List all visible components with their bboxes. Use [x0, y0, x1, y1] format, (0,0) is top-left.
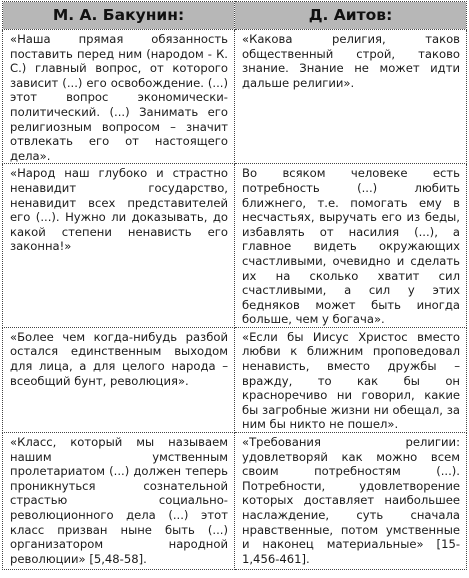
- table-row: [3, 433, 467, 570]
- column-header-aitov: Д. Аитов:: [235, 2, 467, 30]
- quote-text: «Требования религии: удовлетворяй как можно всем своим потребностям (...). Потребности, удовлетворение которых доставляет наибольшее наслаждение, суть сначала нравственные, потом умственные и наконец материальные» [15-1,456-461].: [242, 435, 460, 566]
- quote-text: «Наша прямая обязанность поставить перед ним (народом - К. С.) главный вопрос, от которого зависит (...) его освобождение. (...) этот вопрос экономически-политический. (...) Занимать его религиозным вопросом – значит отвлекать его от настоящего дела».: [10, 32, 228, 163]
- quote-cell-bakunin: [3, 30, 235, 164]
- quote-text: «Какова религия, таков общественный строй, таково знание. Знание не может идти дальше религии».: [242, 32, 460, 90]
- quote-text: «Если бы Иисус Христос вместо любви к ближним проповедовал ненависть, вместо дружбы – вражду, то как бы он красноречиво ни говорил, какие бы загробные жизни ни обещал, за ним бы никто не пошел».: [242, 329, 460, 432]
- comparison-table: [2, 1, 467, 570]
- quote-cell-bakunin: [3, 164, 235, 328]
- quote-text: «Народ наш глубоко и страстно ненавидит государство, ненавидит всех представителей его (...). Нужно ли доказывать, до какой степени ненависть его законна!»: [10, 166, 228, 254]
- quote-cell-aitov: [235, 30, 467, 164]
- quote-text: Во всяком человеке есть потребность (...) любить ближнего, т.е. помогать ему в несчастьях, выручать его из беды, избавлять от насилия (...), а главное видеть окружающих счастливыми, очевидно и сделать их на сколько хватит сил счастливыми, а сил у этих бедняков может быть иногда больше, чем у богача».: [242, 166, 460, 327]
- table-row: [3, 30, 467, 164]
- table-row: [3, 164, 467, 328]
- quote-cell-aitov: [235, 433, 467, 570]
- column-header-bakunin: М. А. Бакунин:: [3, 2, 235, 30]
- quote-cell-bakunin: [3, 433, 235, 570]
- quote-text: «Более чем когда-нибудь разбой остался единственным выходом для лица, а для целого народа – всеобщий бунт, революция».: [10, 329, 228, 388]
- header-row: [3, 2, 467, 30]
- quote-text: «Класс, который мы называем нашим умственным пролетариатом (...) должен теперь проникнуться сознательной страстью социально-революционного дела (...) этот класс призван ныне быть (...) организатором народной революции» [5,48-58].: [10, 435, 228, 566]
- table-row: [3, 327, 467, 432]
- quote-cell-bakunin: [3, 327, 235, 432]
- quote-cell-aitov: [235, 327, 467, 432]
- quote-cell-aitov: [235, 164, 467, 328]
